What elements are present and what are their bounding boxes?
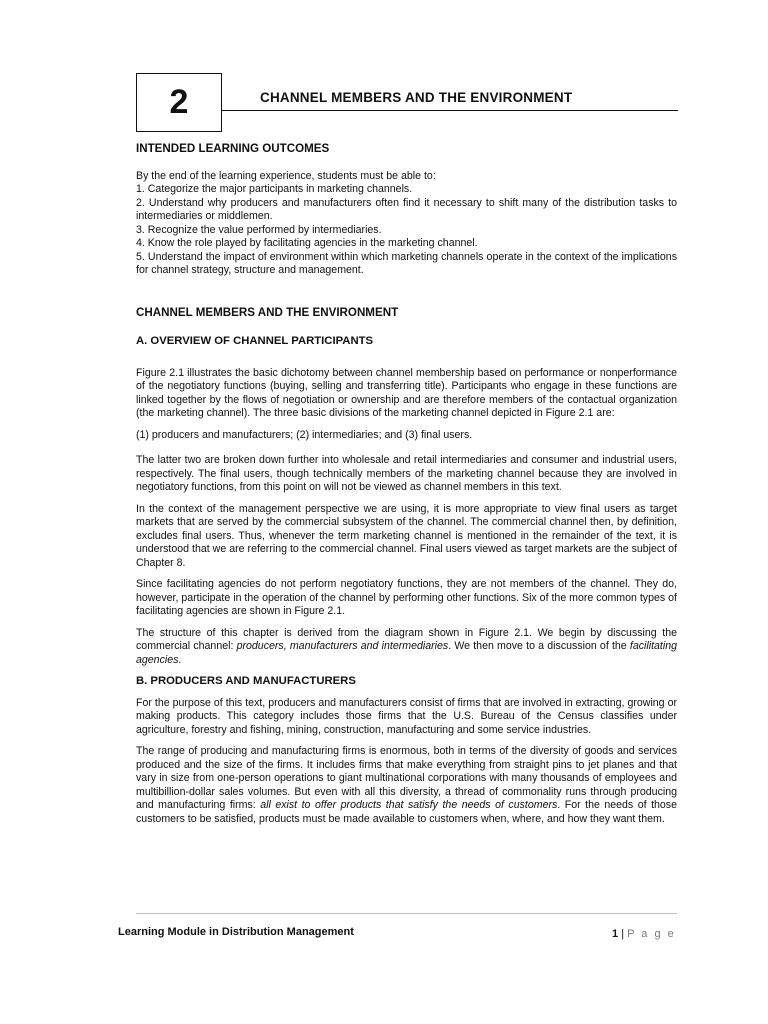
paragraph-producers-definition: For the purpose of this text, producers and manufacturers consist of firms that are involved in extracting, growing or making products. This category includes those firms that the U.S. Bureau of the Census classifies under agriculture, forestry and fishing, mining, construction, manufacturing and some service industries. xyxy=(136,696,677,736)
footer-divider xyxy=(136,913,677,914)
paragraph-producers-range: The range of producing and manufacturing firms is enormous, both in terms of the diversity of goods and services produced and the size of the firms. It includes firms that make everything from straight pins to jet planes and that vary in size from one-person operations to giant multinational corporations with many thousands of employees and multibillion-dollar sales volumes. But even with all this diversity, a thread of commonality runs through producing and manufacturing firms: all exist to offer products that satisfy the needs of customers. For the needs of those customers to be satisfied, products must be made available to customers when, where, and how they want them. xyxy=(136,745,677,825)
subsection-a-heading: A. OVERVIEW OF CHANNEL PARTICIPANTS xyxy=(136,335,374,347)
subsection-b-heading: B. PRODUCERS AND MANUFACTURERS xyxy=(136,675,356,687)
paragraph-facilitating-agencies: Since facilitating agencies do not perform negotiatory functions, they are not members of the channel. They do, however, participate in the operation of the channel by performing other functions. Six of the more common types of facilitating agencies are shown in Figure 2.1. xyxy=(136,578,677,617)
footer-module-title: Learning Module in Distribution Management xyxy=(118,926,354,938)
page-body xyxy=(136,142,677,834)
paragraph-management-perspective: In the context of the management perspective we are using, it is more appropriate to view final users as target markets that are served by the commercial subsystem of the channel. The commercial channel then, by definition, excludes final users. Thus, whenever the term marketing channel is mentioned in the remainder of the text, it is understood that we are referring to the commercial channel. Final users viewed as target markets are the subject of Chapter 8. xyxy=(136,502,677,569)
chapter-title: CHANNEL MEMBERS AND THE ENVIRONMENT xyxy=(260,90,573,105)
outcome-item-3: 3. Recognize the value performed by intermediaries. xyxy=(136,223,382,236)
section-heading: CHANNEL MEMBERS AND THE ENVIRONMENT xyxy=(136,305,399,319)
outcomes-intro: By the end of the learning experience, students must be able to: xyxy=(136,169,436,182)
paragraph-chapter-structure: The structure of this chapter is derived from the diagram shown in Figure 2.1. We begin by discussing the commercial channel: producers, manufacturers and intermediaries. We then move to a discussion of the facilitating agencies. xyxy=(136,626,678,666)
page-word: P a g e xyxy=(627,928,676,940)
outcomes-list xyxy=(136,170,677,278)
emphasis-facilitating-agencies: facilitating agencies xyxy=(136,640,678,666)
page-separator: | xyxy=(621,928,625,940)
footer-page-indicator xyxy=(612,928,676,940)
outcome-item-2: 2. Understand why producers and manufacturers often find it necessary to shift many of the distribution tasks to intermediaries or middlemen. xyxy=(136,196,677,222)
emphasis-commonality: all exist to offer products that satisfy the needs of customers xyxy=(260,799,558,811)
paragraph-final-users: The latter two are broken down further into wholesale and retail intermediaries and consumer and industrial users, respectively. The final users, though technically members of the marketing channel because they are involved in negotiatory functions, from this point on will not be viewed as channel members in this text. xyxy=(136,454,677,493)
outcome-item-4: 4. Know the role played by facilitating agencies in the marketing channel. xyxy=(136,237,478,249)
emphasis-commercial-channel: producers, manufacturers and intermediaries xyxy=(236,640,449,652)
outcome-item-5: 5. Understand the impact of environment within which marketing channels operate in the context of the implications for channel strategy, structure and management. xyxy=(136,250,677,276)
outcomes-heading: INTENDED LEARNING OUTCOMES xyxy=(136,142,330,155)
paragraph-divisions: (1) producers and manufacturers; (2) intermediaries; and (3) final users. xyxy=(136,428,473,441)
outcome-item-1: 1. Categorize the major participants in marketing channels. xyxy=(136,183,413,195)
title-underline xyxy=(222,110,678,111)
chapter-number: 2 xyxy=(169,83,189,121)
paragraph-overview: Figure 2.1 illustrates the basic dichotomy between channel membership based on performance or nonperformance of the negotiatory functions (buying, selling and transferring title). Participants who engage in these functions are linked together by the flows of negotiation or ownership and are therefore members of the contactual organization (the marketing channel). The three basic divisions of the marketing channel depicted in Figure 2.1 are: xyxy=(136,366,677,419)
chapter-number-box xyxy=(136,73,222,132)
page-number: 1 xyxy=(612,928,619,940)
